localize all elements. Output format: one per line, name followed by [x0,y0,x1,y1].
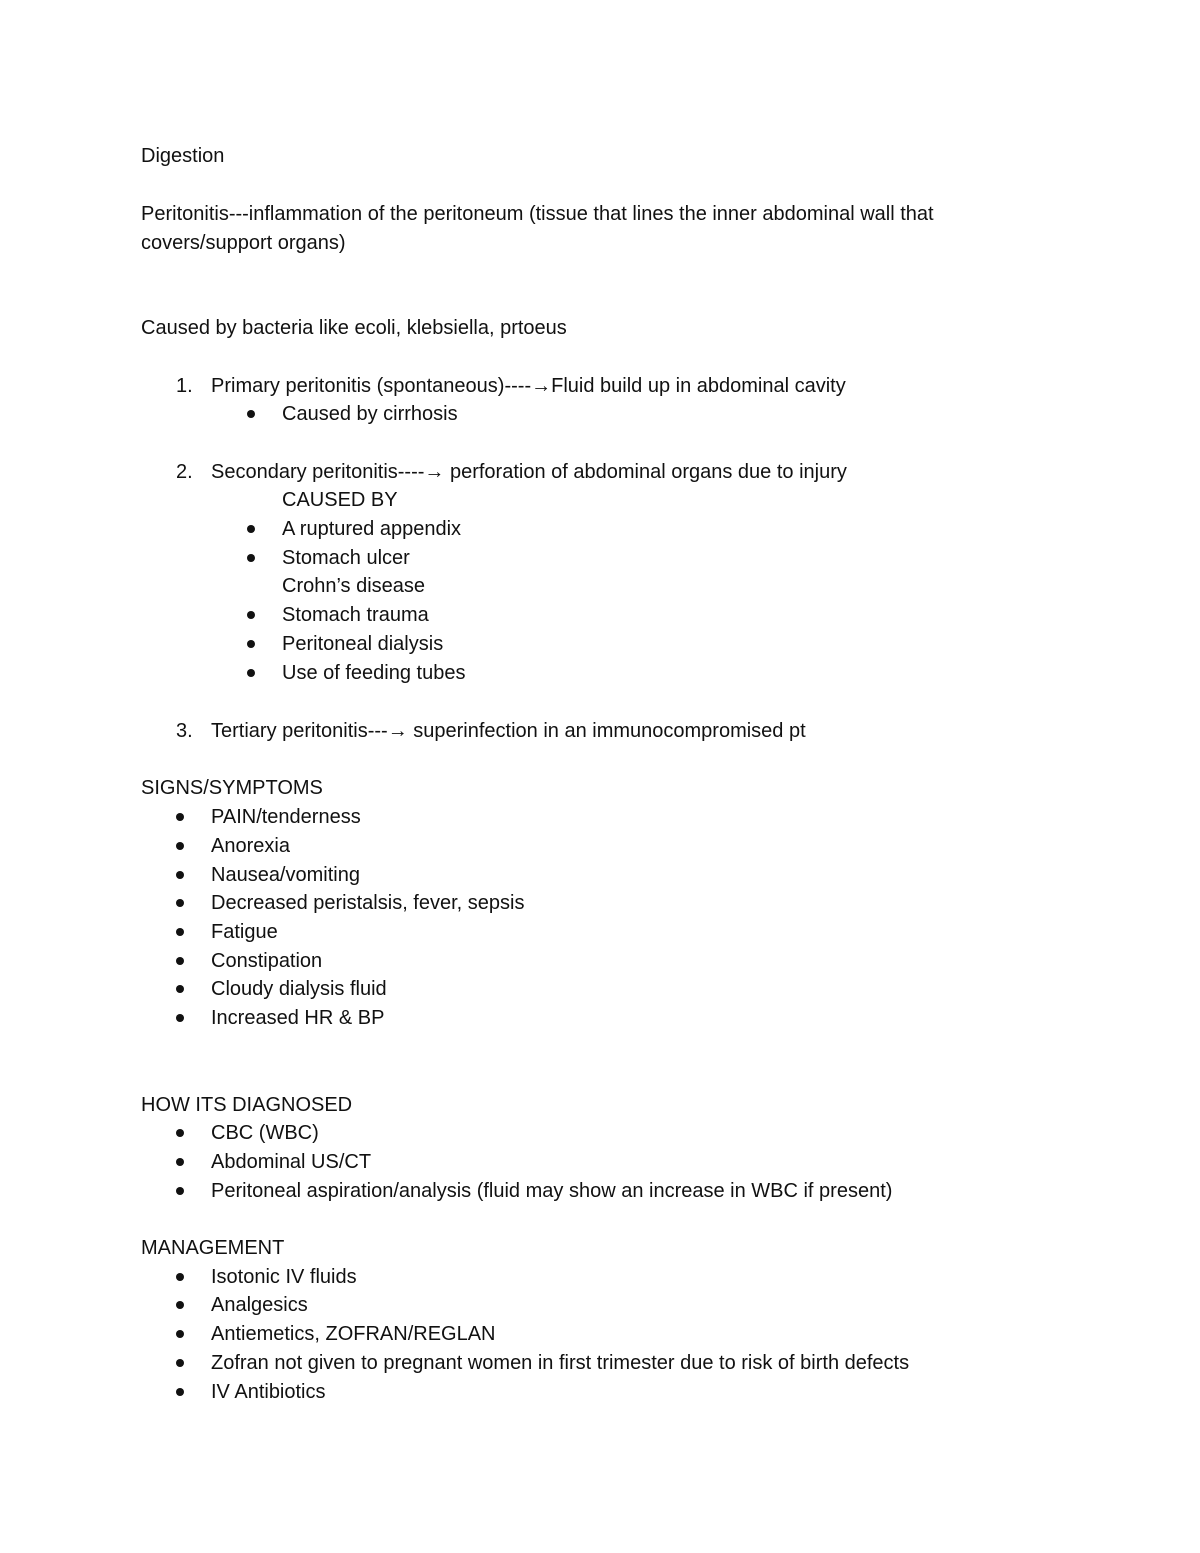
list-item: Abdominal US/CT [211,1151,372,1173]
bullet-icon [247,669,255,677]
list-item: Antiemetics, ZOFRAN/REGLAN [211,1323,496,1345]
list-item: Constipation [211,950,323,972]
list-item-plain: Crohn’s disease [282,575,426,597]
list-number-2: 2. [176,461,193,483]
caused-by-label: CAUSED BY [282,489,398,511]
bullet-icon [176,1330,184,1338]
bullet-icon [176,842,184,850]
list-item: PAIN/tenderness [211,806,361,828]
bullet-icon [247,611,255,619]
bullet-icon [176,899,184,907]
bullet-icon [176,871,184,879]
bullet-icon [176,1388,184,1396]
document-title: Digestion [141,145,225,167]
list-item: Caused by cirrhosis [282,403,458,425]
list-number-3: 3. [176,720,193,742]
list-item: Peritoneal dialysis [282,633,444,655]
bullet-icon [176,985,184,993]
bullet-icon [176,1359,184,1367]
list-item: Zofran not given to pregnant women in first trimester due to risk of birth defects [211,1352,910,1374]
list-item: Stomach trauma [282,604,429,626]
management-heading: MANAGEMENT [141,1237,285,1259]
definition-line-2: covers/support organs) [141,232,346,254]
list-item: Fatigue [211,921,278,943]
bullet-icon [176,957,184,965]
list-item: Stomach ulcer [282,547,410,569]
list-item: CBC (WBC) [211,1122,319,1144]
bullet-icon [176,813,184,821]
bullet-icon [247,410,255,418]
list-item: IV Antibiotics [211,1381,326,1403]
secondary-peritonitis-item: Secondary peritonitis----→ perforation of abdominal organs due to injury [211,461,847,483]
list-item: Increased HR & BP [211,1007,385,1029]
list-item: Use of feeding tubes [282,662,466,684]
list-item: A ruptured appendix [282,518,462,540]
bullet-icon [247,525,255,533]
bullet-icon [176,1158,184,1166]
bullet-icon [247,640,255,648]
definition-line-1: Peritonitis---inflammation of the peritoneum (tissue that lines the inner abdominal wall that [141,203,934,225]
bullet-icon [176,1187,184,1195]
list-item: Decreased peristalsis, fever, sepsis [211,892,525,914]
list-item: Peritoneal aspiration/analysis (fluid may show an increase in WBC if present) [211,1180,893,1202]
diagnosis-heading: HOW ITS DIAGNOSED [141,1094,353,1116]
bullet-icon [176,928,184,936]
bullet-icon [176,1014,184,1022]
list-item: Isotonic IV fluids [211,1266,357,1288]
list-item: Cloudy dialysis fluid [211,978,387,1000]
bullet-icon [176,1273,184,1281]
bullet-icon [176,1129,184,1137]
bullet-icon [176,1301,184,1309]
tertiary-peritonitis-item: Tertiary peritonitis---→ superinfection in an immunocompromised pt [211,720,806,742]
signs-heading: SIGNS/SYMPTOMS [141,777,323,799]
primary-peritonitis-item: Primary peritonitis (spontaneous)----→Fluid build up in abdominal cavity [211,375,846,397]
bullet-icon [247,554,255,562]
list-item: Nausea/vomiting [211,864,360,886]
cause-line: Caused by bacteria like ecoli, klebsiella, prtoeus [141,317,567,339]
list-number-1: 1. [176,375,193,397]
list-item: Anorexia [211,835,290,857]
list-item: Analgesics [211,1294,308,1316]
